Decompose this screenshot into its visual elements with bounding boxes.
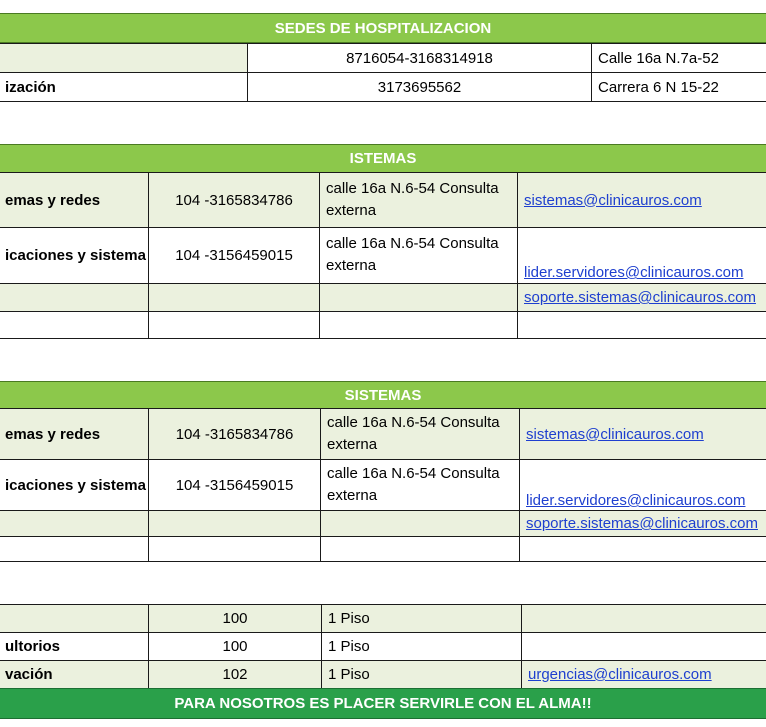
email-link[interactable]: soporte.sistemas@clinicauros.com — [526, 515, 758, 532]
email-link[interactable]: sistemas@clinicauros.com — [524, 191, 702, 209]
sistemas-row-3-email — [519, 510, 766, 537]
sistemas-row-3-phone — [148, 510, 321, 537]
hosp-row-1-phone: 8716054-3168314918 — [247, 43, 592, 73]
sistemas-row-2-address: calle 16a N.6-54 Consulta externa — [320, 459, 520, 511]
istemas-row-3-email — [517, 283, 766, 312]
istemas-row-2-phone: 104 -3156459015 — [148, 227, 320, 284]
email-link[interactable]: lider.servidores@clinicauros.com — [524, 264, 744, 281]
sistemas-row-1-name: emas y redes — [0, 408, 149, 460]
consult-row-3-ext: 102 — [148, 660, 322, 689]
istemas-header — [0, 144, 766, 173]
istemas-row-1-name: emas y redes — [0, 172, 149, 228]
istemas-row-4-name — [0, 311, 149, 339]
istemas-title: ISTEMAS — [349, 150, 417, 167]
consult-row-3-floor: 1 Piso — [321, 660, 522, 689]
hospitalizacion-title: SEDES DE HOSPITALIZACION — [274, 19, 492, 37]
sistemas-row-1-phone: 104 -3165834786 — [148, 408, 321, 460]
hosp-row-2-address: Carrera 6 N 15-22 — [591, 72, 766, 102]
istemas-row-4-phone — [148, 311, 320, 339]
email-link[interactable]: sistemas@clinicauros.com — [526, 425, 704, 443]
istemas-row-3-phone — [148, 283, 320, 312]
hosp-row-2-name: ización — [0, 72, 248, 102]
consult-row-1-name — [0, 604, 149, 633]
istemas-row-3-name — [0, 283, 149, 312]
footer-slogan: PARA NOSOTROS ES PLACER SERVIRLE CON EL ALMA!! — [174, 695, 592, 712]
hosp-row-1-name — [0, 43, 248, 73]
sistemas-row-2-phone: 104 -3156459015 — [148, 459, 321, 511]
sistemas-row-3-address — [320, 510, 520, 537]
istemas-row-1-phone: 104 -3165834786 — [148, 172, 320, 228]
sistemas-row-4-phone — [148, 536, 321, 562]
consult-row-2-name: ultorios — [0, 632, 149, 661]
sistemas-header — [0, 381, 766, 409]
sistemas-row-4-address — [320, 536, 520, 562]
consult-row-1-ext: 100 — [148, 604, 322, 633]
hosp-row-1-address: Calle 16a N.7a-52 — [591, 43, 766, 73]
sistemas-row-2-name: icaciones y sistema — [0, 459, 149, 511]
footer-banner — [0, 688, 766, 719]
istemas-row-2-email — [517, 227, 766, 284]
hosp-row-2-phone: 3173695562 — [247, 72, 592, 102]
consult-row-1-email — [521, 604, 766, 633]
istemas-row-4-address — [319, 311, 518, 339]
istemas-row-1-address: calle 16a N.6-54 Consulta externa — [319, 172, 518, 228]
consult-row-2-email — [521, 632, 766, 661]
consult-row-3-name: vación — [0, 660, 149, 689]
istemas-row-2-address: calle 16a N.6-54 Consulta externa — [319, 227, 518, 284]
istemas-row-3-address — [319, 283, 518, 312]
sistemas-row-1-email — [519, 408, 766, 460]
sistemas-row-3-name — [0, 510, 149, 537]
consult-row-3-email — [521, 660, 766, 689]
istemas-row-1-email — [517, 172, 766, 228]
sistemas-row-4-name — [0, 536, 149, 562]
istemas-row-2-name: icaciones y sistema — [0, 227, 149, 284]
consult-row-1-floor: 1 Piso — [321, 604, 522, 633]
consult-row-2-ext: 100 — [148, 632, 322, 661]
sistemas-row-4-email — [519, 536, 766, 562]
email-link[interactable]: urgencias@clinicauros.com — [528, 666, 712, 683]
consult-row-2-floor: 1 Piso — [321, 632, 522, 661]
sistemas-title: SISTEMAS — [344, 386, 422, 404]
hospitalizacion-header — [0, 13, 766, 43]
email-link[interactable]: lider.servidores@clinicauros.com — [526, 492, 746, 509]
istemas-row-4-email — [517, 311, 766, 339]
sistemas-row-1-address: calle 16a N.6-54 Consulta externa — [320, 408, 520, 460]
sistemas-row-2-email — [519, 459, 766, 511]
email-link[interactable]: soporte.sistemas@clinicauros.com — [524, 289, 756, 306]
